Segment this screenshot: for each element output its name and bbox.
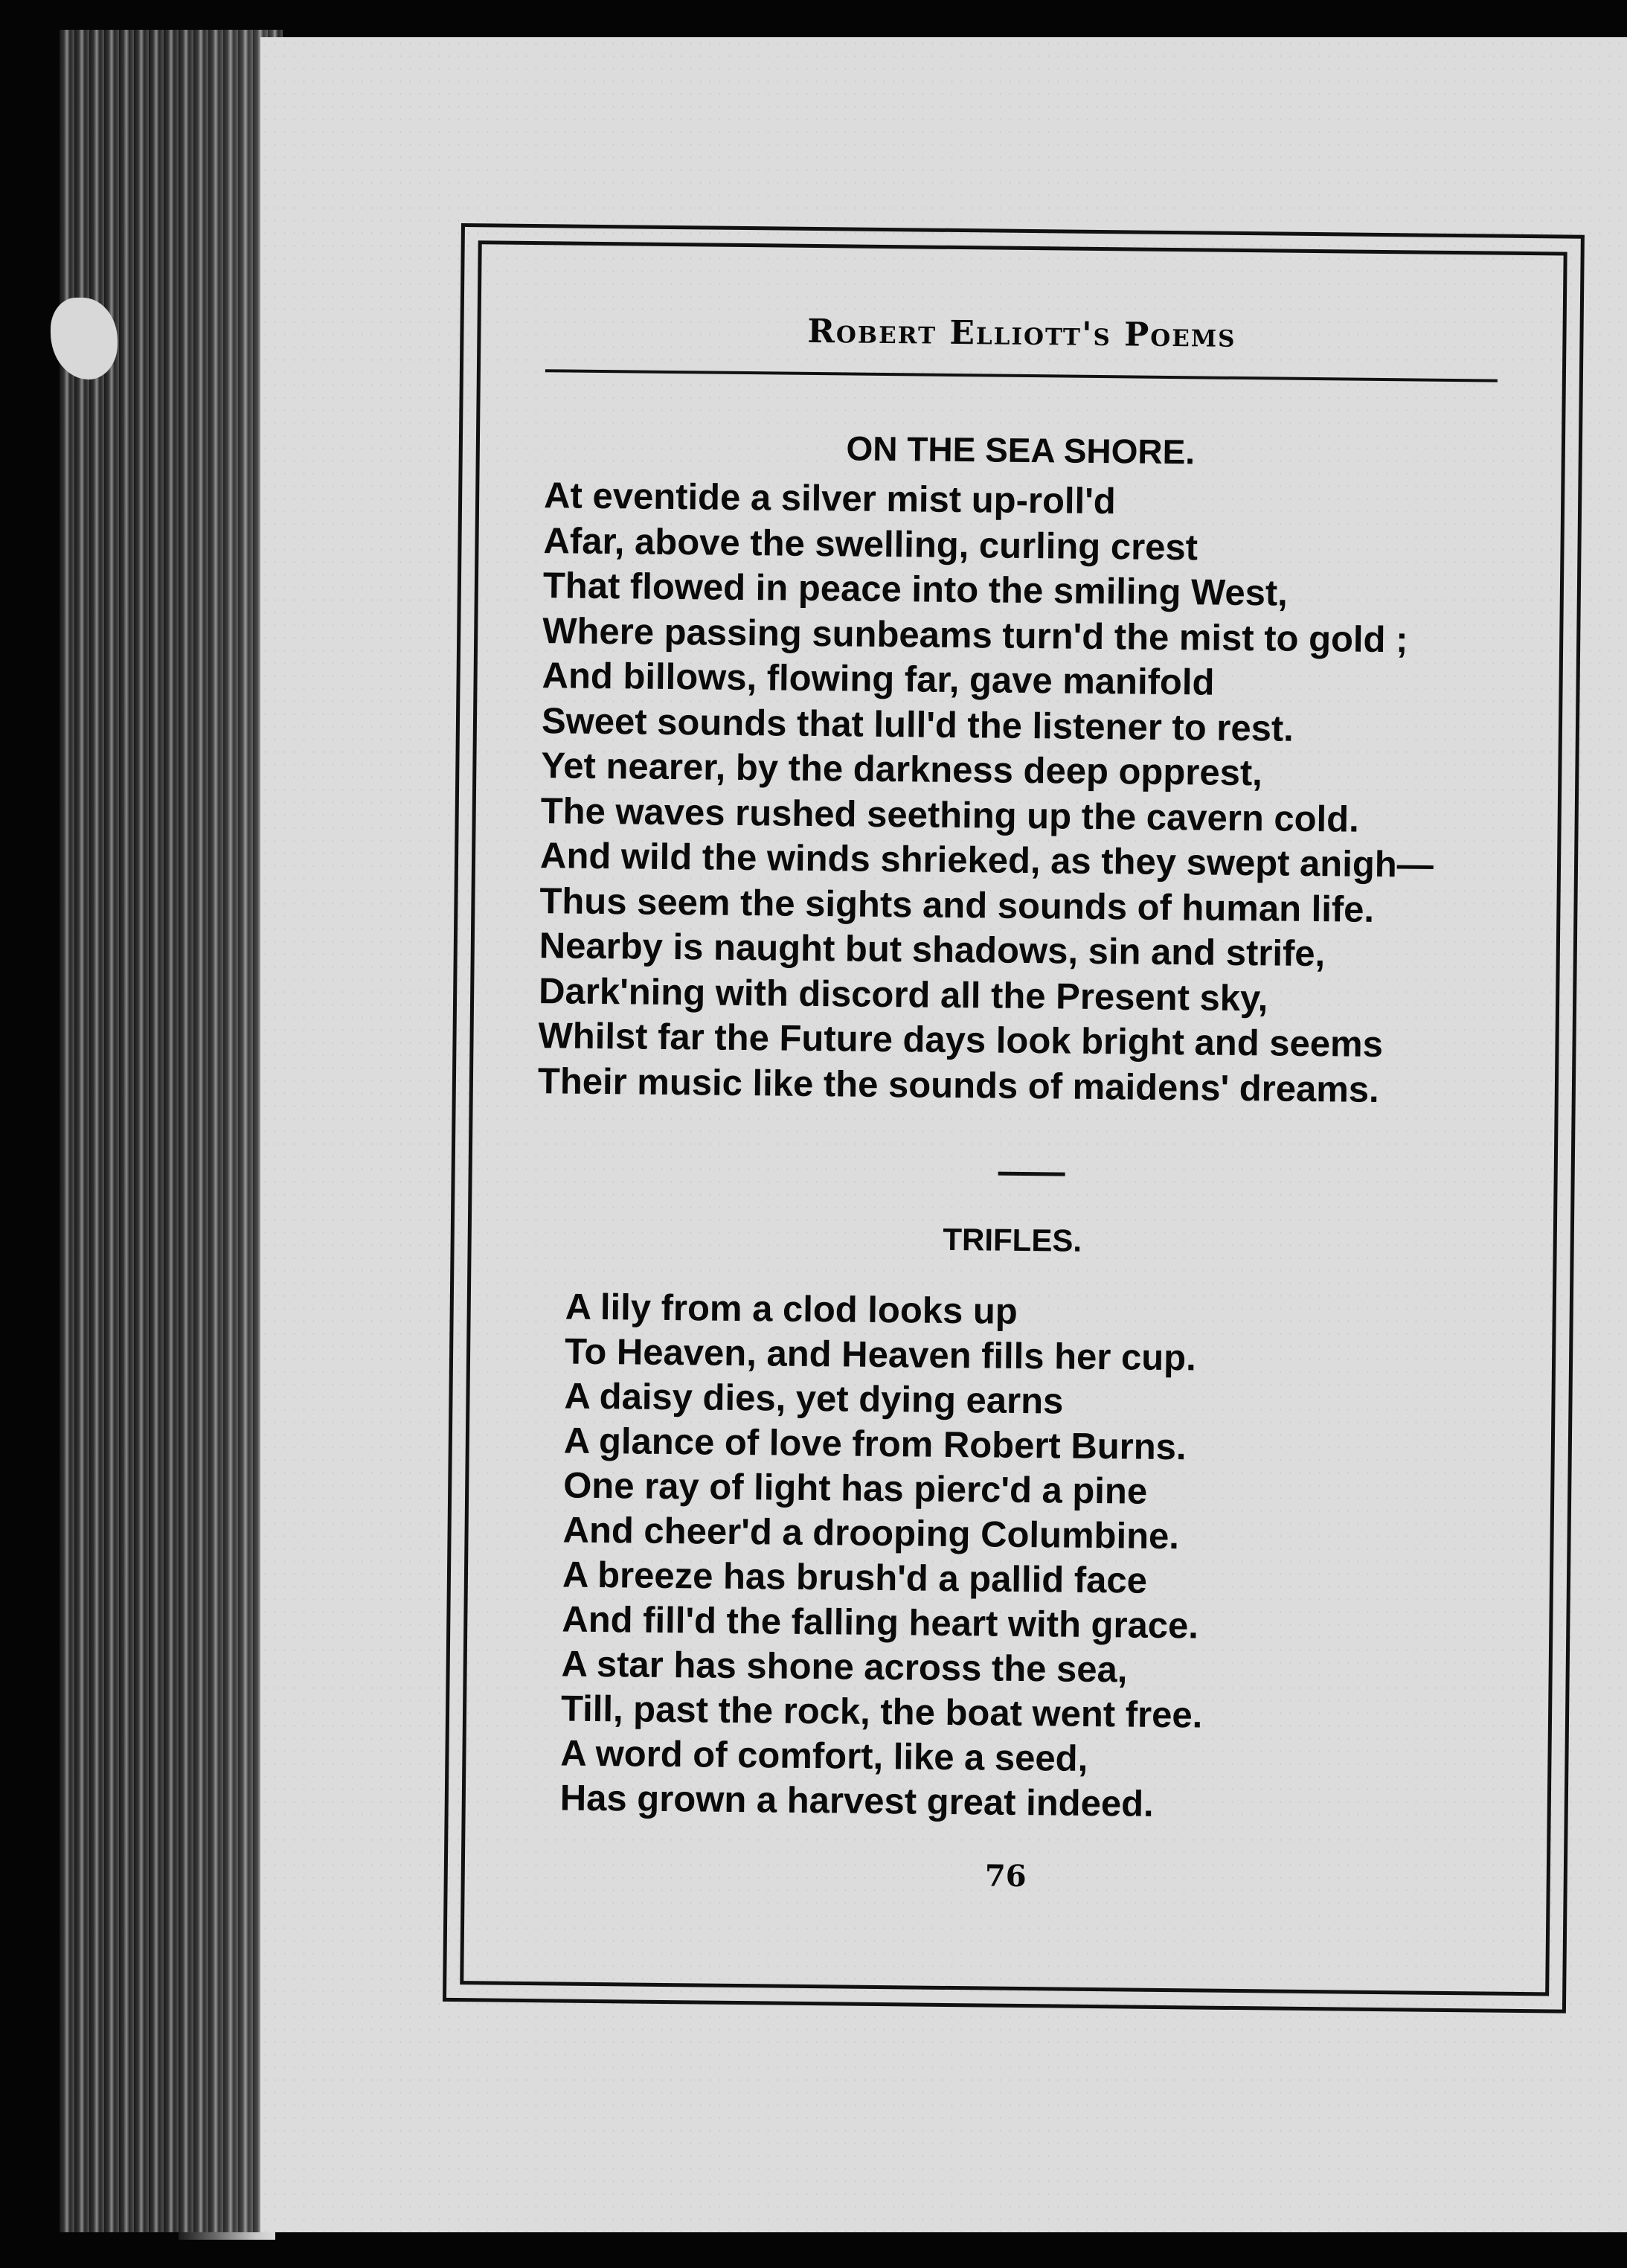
poem-line: That flowed in peace into the smiling West, bbox=[542, 566, 1289, 614]
page-content bbox=[446, 227, 1581, 2010]
poem-line: A glance of love from Robert Burns. bbox=[563, 1420, 1187, 1468]
poem-line: To Heaven, and Heaven fills her cup. bbox=[564, 1331, 1197, 1379]
poem-line: A breeze has brush'd a pallid face bbox=[562, 1554, 1148, 1601]
poem-line: A daisy dies, yet dying earns bbox=[564, 1376, 1064, 1422]
poem-line: Has grown a harvest great indeed. bbox=[559, 1778, 1154, 1825]
header-rule bbox=[545, 369, 1498, 382]
poem-line: Dark'ning with discord all the Present sky, bbox=[538, 970, 1268, 1019]
poem-line: Till, past the rock, the boat went free. bbox=[560, 1688, 1203, 1736]
poem-line: And wild the winds shrieked, as they swept anigh— bbox=[539, 836, 1434, 885]
poem-line: Thus seem the sights and sounds of human life. bbox=[539, 880, 1375, 930]
poem-line: At eventide a silver mist up-roll'd bbox=[543, 475, 1117, 522]
poem-trifles bbox=[560, 1285, 1207, 1827]
poem-title-sea-shore: ON THE SEA SHORE. bbox=[846, 429, 1196, 472]
poem-line: One ray of light has pierc'd a pine bbox=[562, 1465, 1148, 1512]
poem-line: Yet nearer, by the darkness deep opprest, bbox=[541, 746, 1263, 794]
poem-line: And cheer'd a drooping Columbine. bbox=[562, 1510, 1180, 1557]
poem-line: Sweet sounds that lull'd the listener to rest. bbox=[541, 700, 1294, 749]
section-divider bbox=[998, 1172, 1065, 1176]
running-head: Robert Elliott's Poems bbox=[807, 312, 1236, 355]
poem-line: A lily from a clod looks up bbox=[565, 1287, 1018, 1332]
poem-line: Afar, above the swelling, curling crest bbox=[543, 520, 1198, 568]
poem-line: Nearby is naught but shadows, sin and strife, bbox=[539, 926, 1326, 975]
page-number: 76 bbox=[984, 1858, 1027, 1894]
poem-line: Where passing sunbeams turn'd the mist to gold ; bbox=[542, 610, 1408, 660]
poem-line: Their music like the sounds of maidens' dreams. bbox=[537, 1060, 1379, 1110]
poem-line: Whilst far the Future days look bright and seems bbox=[538, 1016, 1384, 1066]
poem-sea-shore bbox=[538, 473, 1438, 1113]
poem-line: A word of comfort, like a seed, bbox=[560, 1733, 1088, 1779]
poem-line: And billows, flowing far, gave manifold bbox=[542, 656, 1215, 703]
poem-line: The waves rushed seething up the cavern cold. bbox=[540, 790, 1360, 840]
page-frame bbox=[443, 223, 1585, 2014]
poem-line: A star has shone across the sea, bbox=[561, 1644, 1128, 1691]
poem-title-trifles: TRIFLES. bbox=[943, 1221, 1082, 1258]
poem-line: And fill'd the falling heart with grace. bbox=[562, 1599, 1199, 1647]
